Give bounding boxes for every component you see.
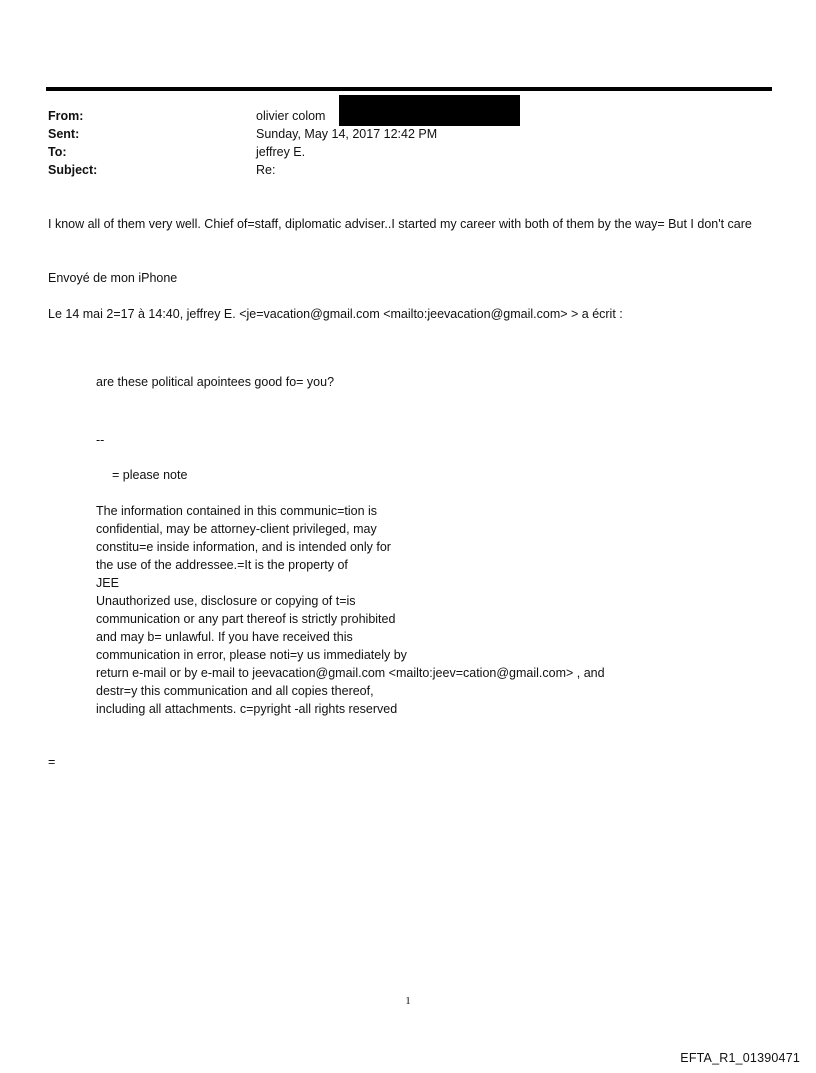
disclaimer-line: confidential, may be attorney-client privileged, may: [96, 522, 377, 536]
reply-paragraph: I know all of them very well. Chief of=staff, diplomatic adviser..I started my career with both of them by the way= But I don't care: [48, 217, 752, 231]
disclaimer-line: Unauthorized use, disclosure or copying of t=is: [96, 594, 356, 608]
disclaimer-line: communication in error, please noti=y us immediately by: [96, 648, 407, 662]
disclaimer-line: the use of the addressee.=It is the property of: [96, 558, 348, 572]
header-rule: [46, 87, 772, 91]
quoted-separator: --: [96, 433, 105, 447]
to-label: To:: [48, 145, 67, 159]
disclaimer-line: and may b= unlawful. If you have received this: [96, 630, 353, 644]
quote-intro: Le 14 mai 2=17 à 14:40, jeffrey E. <je=vacation@gmail.com <mailto:jeevacation@gmail.com> > a écrit :: [48, 307, 623, 321]
redaction-box: [339, 95, 520, 126]
quoted-note: = please note: [112, 468, 188, 482]
disclaimer-line: constitu=e inside information, and is intended only for: [96, 540, 391, 554]
sent-value: Sunday, May 14, 2017 12:42 PM: [256, 127, 438, 141]
subject-value: Re:: [256, 163, 276, 177]
disclaimer-line: return e-mail or by e-mail to jeevacation@gmail.com <mailto:jeev=cation@gmail.com> , and: [96, 666, 605, 680]
disclaimer-line: communication or any part thereof is strictly prohibited: [96, 612, 396, 626]
subject-label: Subject:: [48, 163, 98, 177]
disclaimer: [96, 502, 736, 718]
disclaimer-line: The information contained in this communic=tion is: [96, 504, 378, 518]
disclaimer-line: destr=y this communication and all copies thereof,: [96, 684, 374, 698]
to-value: jeffrey E.: [256, 145, 306, 159]
subject-row: [48, 161, 748, 179]
disclaimer-line: including all attachments. c=pyright -all rights reserved: [96, 702, 398, 716]
to-row: [48, 143, 748, 161]
from-label: From:: [48, 109, 84, 123]
trailing-marker: =: [48, 755, 56, 769]
page-number: 1: [405, 995, 411, 1007]
signature: Envoyé de mon iPhone: [48, 271, 178, 285]
sent-label: Sent:: [48, 127, 80, 141]
quoted-message: are these political apointees good fo= you?: [96, 375, 335, 389]
from-value: olivier colom: [256, 109, 326, 123]
disclaimer-line: JEE: [96, 576, 119, 590]
sent-row: [48, 125, 748, 143]
document-id: EFTA_R1_01390471: [680, 1051, 800, 1065]
